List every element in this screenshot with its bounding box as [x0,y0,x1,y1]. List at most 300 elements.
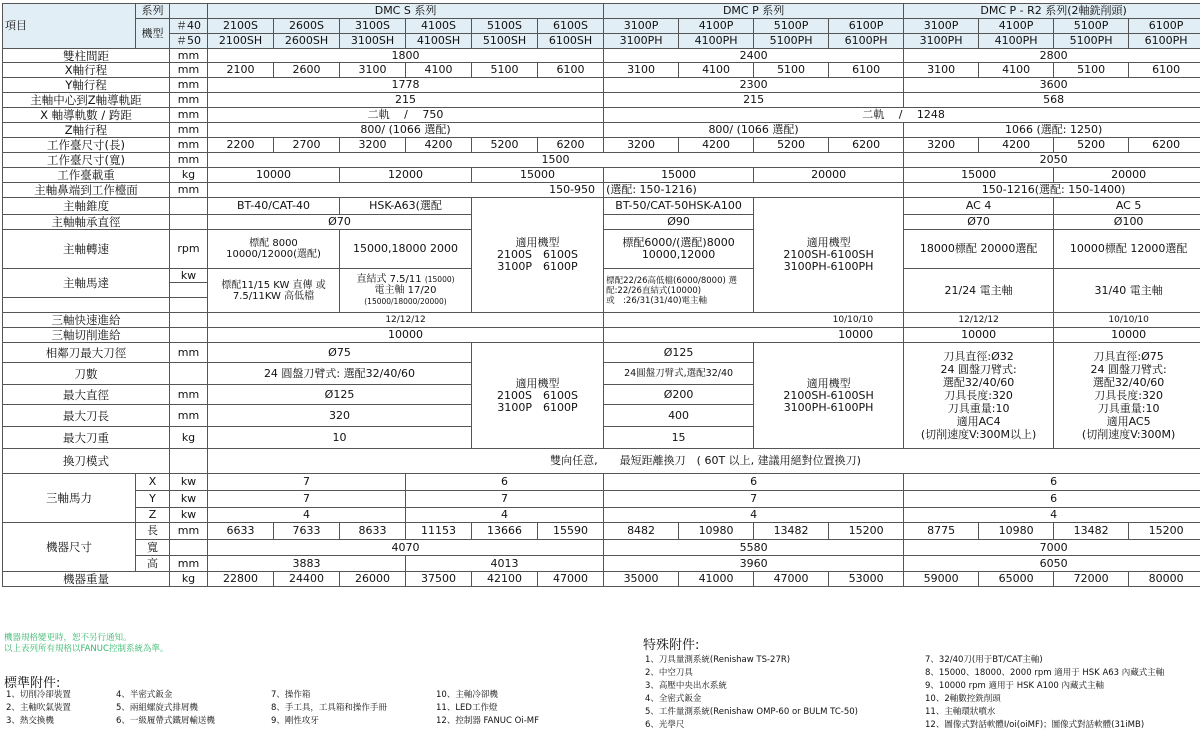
cell: 1500 [208,153,904,168]
row-label: 雙柱間距 [3,49,170,63]
cell: 2600S [274,19,340,34]
applicable-models-b2 [754,343,904,449]
cell: 21/24 電主軸 [904,269,1054,313]
cell: 4200 [679,138,754,153]
cell: 5100PH [754,34,829,49]
unit: rpm [170,230,208,269]
axis-label: Z [136,508,170,523]
unit-blank [170,198,208,215]
cell: Ø70 [208,215,472,230]
cell: 80000 [1129,572,1200,587]
cell: 4100PH [979,34,1054,49]
cell: 6100P [1129,19,1200,34]
cell: 11153 [406,523,472,540]
r2-tool-spec-a [904,343,1054,449]
cell: 6633 [208,523,274,540]
cell: 6 [904,474,1200,491]
list-item: 10、主軸冷卻機 [436,690,498,700]
cell: 6100 [538,63,604,78]
unit-blank [170,313,208,328]
cell: 12000 [340,168,472,183]
cell: 7 [208,474,406,491]
r2-line: 24 圓盤刀臂式: [940,363,1017,376]
applicable-title: 適用機型 [806,376,851,390]
axis-label: Y [136,491,170,508]
cell: 7 [208,491,406,508]
unit: mm [170,556,208,572]
list-item: 6、光學尺 [645,720,685,730]
cell: 4 [904,508,1200,523]
group-p: DMC P 系列 [604,4,904,19]
r2-line: 選配32/40/60 [1092,376,1165,389]
special-title: 特殊附件: [643,638,700,653]
unit-blank [170,328,208,343]
cell: 2600 [274,63,340,78]
cell: 15 [604,427,754,449]
list-item: 5、工件量測系統(Renishaw OMP-60 or BULM TC-50) [645,707,859,717]
cell: 15000 [904,168,1054,183]
label-blank [3,298,170,313]
cell: BT-50/CAT-50HSK-A100 [604,198,754,215]
cell: 42100 [472,572,538,587]
unit: mm [170,523,208,540]
unit-blank [170,298,208,313]
list-item: 4、半密式鈑金 [116,690,173,700]
cell: 4 [604,508,904,523]
cell: 15200 [829,523,904,540]
list-item: 11、LED工作燈 [436,703,498,713]
cell: 3100 [904,63,979,78]
r2-line: 適用AC5 [1106,415,1151,428]
axis-label: X [136,474,170,491]
list-item: 1、切削冷卻裝置 [6,690,71,700]
footnote: 以上表列所有規格以FANUC控制系統為準。 [4,643,169,654]
unit: mm [170,385,208,405]
row-label: X 軸導軌數 / 跨距 [3,108,170,123]
cell: 3100P [604,19,679,34]
cell: 10000 [208,328,604,343]
row-label: 主軸轉速 [3,230,170,269]
cell: 7633 [274,523,340,540]
dim-label: 長 [136,523,170,540]
head-50: ＃50 [170,34,208,49]
cell: 5100 [1054,63,1129,78]
row-label: 三軸切削進給 [3,328,170,343]
cell: 10/10/10 [604,313,904,328]
applicable-title: 適用機型 [515,376,560,390]
cell: 5200 [472,138,538,153]
list-item: 8、15000、18000、2000 rpm 適用于 HSK A63 內藏式主軸 [925,668,1165,678]
row-label: 三軸快速進給 [3,313,170,328]
cell: AC 5 [1054,198,1200,215]
cell: 標配22/26高低檔(6000/8000) 選配:22/26直結式(10000) 或 :26/31(31/40)電主軸 [604,269,754,313]
list-item: 2、中空刀具 [645,668,693,678]
cell-spindle-motor-s2 [340,269,472,313]
cell: 53000 [829,572,904,587]
unit-blank [170,449,208,474]
cell: 3200 [904,138,979,153]
cell: 7000 [904,540,1200,556]
unit: mm [170,63,208,78]
standard-title: 標準附件: [4,676,61,691]
cell: 6100SH [538,34,604,49]
cell: 1066 (選配: 1250) [904,123,1200,138]
list-item: 12、控制器 FANUC Oi-MF [436,716,540,726]
applicable-line: 3100P 6100P [497,400,578,414]
cell: 2600SH [274,34,340,49]
cell: 5100 [754,63,829,78]
r2-line: 刀具直徑:Ø75 [1093,350,1164,363]
applicable-title: 適用機型 [515,236,560,249]
cell: 3600 [904,78,1200,93]
cell: 6 [904,491,1200,508]
cell: 4100 [979,63,1054,78]
unit: mm [170,108,208,123]
corner-model: 機型 [136,19,170,49]
cell: 二軌 / 750 [208,108,604,123]
list-item: 3、高壓中央出水系統 [645,681,727,691]
row-label: 相鄰刀最大刀徑 [3,343,170,363]
cell: 2300 [604,78,904,93]
cell: 13482 [754,523,829,540]
list-item: 9、10000 rpm 適用于 HSK A100 內藏式主軸 [925,681,1105,691]
cell: 3100S [340,19,406,34]
dim-label: 高 [136,556,170,572]
applicable-line: 2100SH-6100SH [783,248,874,261]
cell: 6200 [1129,138,1200,153]
cell: 標配6000/(選配)8000 10000,12000 [604,230,754,269]
cell: 2800 [904,49,1200,63]
r2-line: 刀具重量:10 [1097,402,1160,415]
cell: 24圓盤刀臂式,選配32/40 [604,363,754,385]
cell: 24400 [274,572,340,587]
cell: 6100S [538,19,604,34]
cell: 6100 [829,63,904,78]
cell: 7 [406,491,604,508]
row-label: Z軸行程 [3,123,170,138]
footnotes [4,633,168,654]
cell: 47000 [538,572,604,587]
cell: 568 [904,93,1200,108]
cell: 8775 [904,523,979,540]
r2-line: 24 圓盤刀臂式: [1090,363,1167,376]
cell: 3100PH [604,34,679,49]
cell: 二軌 / 1248 [604,108,1200,123]
cell: 47000 [754,572,829,587]
row-label: 機器尺寸 [3,523,136,572]
head-40: ＃40 [170,19,208,34]
applicable-line: 3100PH-6100PH [783,400,874,414]
unit: kw [170,491,208,508]
cell: 4200 [406,138,472,153]
list-item: 3、熱交換機 [6,716,54,726]
cell: 215 [208,93,604,108]
cell: 400 [604,405,754,427]
unit: kw [170,474,208,491]
applicable-line: 2100SH-6100SH [783,388,874,402]
cell: 4 [208,508,406,523]
unit: mm [170,49,208,63]
cell: 5200 [754,138,829,153]
cell: 3100PH [904,34,979,49]
cell-text: (15000) [424,275,455,284]
r2-line: 刀具重量:10 [947,402,1010,415]
cell: 5100S [472,19,538,34]
cell: 150-950 [208,183,604,198]
cell: 6100P [829,19,904,34]
unit: mm [170,183,208,198]
cell: 10000 [904,328,1054,343]
r2-tool-spec-b [1054,343,1200,449]
list-item: 7、32/40刀(用于BT/CAT主軸) [925,655,1043,665]
cell: 6 [604,474,904,491]
cell: 2100SH [208,34,274,49]
cell: 15000,18000 2000 [340,230,472,269]
cell: 標配11/15 KW 直傳 或7.5/11KW 高低檔 [208,269,340,313]
r2-line: (切削速度V:300M) [1081,428,1176,441]
unit-blank [170,363,208,385]
unit: kg [170,572,208,587]
cell: 3200 [340,138,406,153]
cell: 6 [406,474,604,491]
cell: 3100P [904,19,979,34]
cell: 6100 [1129,63,1200,78]
cell: Ø100 [1054,215,1200,230]
cell: 18000標配 20000選配 [904,230,1054,269]
cell: 4100S [406,19,472,34]
cell: 8633 [340,523,406,540]
list-item: 12、圖像式對話軟體I/oi(oiMF)；圖像式對話軟體(31iMB) [925,720,1145,730]
r2-line: (切削速度V:300M以上) [920,428,1037,441]
cell: 5100SH [472,34,538,49]
cell: 10/10/10 [1054,313,1200,328]
unit: kg [170,168,208,183]
corner-item: 項目 [3,4,136,49]
group-pr2: DMC P - R2 系列(2軸銑削頭) [904,4,1200,19]
unit-blank [170,283,208,298]
row-label: 換刀模式 [3,449,170,474]
cell: 35000 [604,572,679,587]
cell: 20000 [754,168,904,183]
group-s: DMC S 系列 [208,4,604,19]
cell: 72000 [1054,572,1129,587]
cell: 5100 [472,63,538,78]
cell: 6200 [538,138,604,153]
unit: mm [170,93,208,108]
cell: Ø75 [208,343,472,363]
cell: Ø70 [904,215,1054,230]
list-item: 4、全密式鈑金 [645,694,702,704]
cell: 4200 [979,138,1054,153]
unit: mm [170,78,208,93]
unit-blank [170,215,208,230]
cell: 150-1216(選配: 150-1400) [904,183,1200,198]
cell: 6200 [829,138,904,153]
unit: mm [170,153,208,168]
row-label: 主軸錐度 [3,198,170,215]
cell: (選配: 150-1216) [604,183,904,198]
cell: 10000標配 12000選配 [1054,230,1200,269]
cell: 2100 [208,63,274,78]
cell: 15000 [604,168,754,183]
cell: 12/12/12 [208,313,604,328]
applicable-models-b [754,198,904,313]
cell: 5580 [604,540,904,556]
row-label: 機器重量 [3,572,170,587]
unit: kw [170,269,208,283]
cell: 24 圓盤刀臂式: 選配32/40/60 [208,363,472,385]
cell: 59000 [904,572,979,587]
row-label: 主軸中心到Z軸導軌距 [3,93,170,108]
applicable-models-a2 [472,343,604,449]
cell: 1800 [208,49,604,63]
spec-table [2,3,1200,587]
cell: 2200 [208,138,274,153]
dim-label: 寬 [136,540,170,556]
list-item: 2、主軸吹氣裝置 [6,703,71,713]
cell: 37500 [406,572,472,587]
cell: BT-40/CAT-40 [208,198,340,215]
cell: 2700 [274,138,340,153]
cell: 41000 [679,572,754,587]
cell-text: (15000/18000/20000) [364,297,447,306]
applicable-models-a [472,198,604,313]
cell: 10000 [208,168,340,183]
unit: mm [170,123,208,138]
cell: 65000 [979,572,1054,587]
cell: 800/ (1066 選配) [208,123,604,138]
row-label: 工作臺尺寸(長) [3,138,170,153]
row-label: 主軸軸承直徑 [3,215,170,230]
cell-text: 電主軸 17/20 [374,285,437,296]
cell: Ø125 [604,343,754,363]
row-label: 工作臺載重 [3,168,170,183]
cell: Ø125 [208,385,472,405]
cell: 4013 [406,556,604,572]
cell: 22800 [208,572,274,587]
row-label: 最大刀重 [3,427,170,449]
cell: 3100 [604,63,679,78]
unit-blank [170,540,208,556]
header-blank [170,4,208,19]
cell: 320 [208,405,472,427]
cell: 8482 [604,523,679,540]
cell: 13666 [472,523,538,540]
cell: 6050 [904,556,1200,572]
cell: 10980 [679,523,754,540]
cell: 6100PH [1129,34,1200,49]
row-label: 主軸馬達 [3,269,170,298]
applicable-title: 適用機型 [806,236,851,249]
cell: 4 [406,508,604,523]
list-item: 9、剛性攻牙 [271,716,319,726]
row-label: 工作臺尺寸(寬) [3,153,170,168]
cell: 2050 [904,153,1200,168]
cell: 3883 [208,556,406,572]
applicable-line: 3100P 6100P [497,260,578,273]
cell-text: 直結式 7.5/11 [356,274,422,285]
applicable-line: 2100S 6100S [497,248,578,261]
cell: 15590 [538,523,604,540]
cell: 3960 [604,556,904,572]
row-label: 最大直徑 [3,385,170,405]
cell: AC 4 [904,198,1054,215]
cell: 10000 [1054,328,1200,343]
cell: 6100PH [829,34,904,49]
cell: 4100P [679,19,754,34]
cell: 2100S [208,19,274,34]
unit: kw [170,508,208,523]
row-label: 主軸鼻端到工作檯面 [3,183,170,198]
cell: 7 [604,491,904,508]
cell: 4100SH [406,34,472,49]
cell: Ø90 [604,215,754,230]
cell: 10000 [604,328,904,343]
cell: 4100 [406,63,472,78]
cell: 3200 [604,138,679,153]
cell: 13482 [1054,523,1129,540]
unit: mm [170,405,208,427]
cell: 4100 [679,63,754,78]
list-item: 7、操作箱 [271,690,311,700]
r2-line: 適用AC4 [956,415,1001,428]
cell: 3100SH [340,34,406,49]
cell: 4100P [979,19,1054,34]
r2-line: 刀具長度:320 [1094,389,1163,402]
unit: kg [170,427,208,449]
cell: 5100PH [1054,34,1129,49]
cell: 26000 [340,572,406,587]
cell: 5200 [1054,138,1129,153]
cell: 4070 [208,540,604,556]
cell: 215 [604,93,904,108]
cell: 5100P [754,19,829,34]
applicable-line: 2100S 6100S [497,388,578,402]
cell: Ø200 [604,385,754,405]
unit: mm [170,343,208,363]
row-label: X軸行程 [3,63,170,78]
cell: 31/40 電主軸 [1054,269,1200,313]
corner-series: 系列 [136,4,170,19]
cell: 800/ (1066 選配) [604,123,904,138]
list-item: 8、手工具，工具箱和操作手冊 [271,703,387,713]
row-label: Y軸行程 [3,78,170,93]
list-item: 1、刀具量測系統(Renishaw TS-27R) [645,655,791,665]
unit: mm [170,138,208,153]
list-item: 5、兩組螺旋式排屑機 [116,703,198,713]
cell: 15000 [472,168,604,183]
r2-line: 選配32/40/60 [942,376,1015,389]
cell: 2400 [604,49,904,63]
list-item: 10、2軸數控銑削頭 [925,694,1001,704]
list-item: 11、主軸環狀噴水 [925,707,996,717]
cell: 1778 [208,78,604,93]
footnote: 機器規格變更時，恕不另行通知。 [4,633,132,643]
r2-line: 刀具直徑:Ø32 [943,350,1014,363]
cell: 15200 [1129,523,1200,540]
cell: 10980 [979,523,1054,540]
row-label: 三軸馬力 [3,474,136,523]
cell: 20000 [1054,168,1200,183]
cell: 5100P [1054,19,1129,34]
cell: 標配 8000 10000/12000(選配) [208,230,340,269]
cell: 12/12/12 [904,313,1054,328]
list-item: 6、一級履帶式鐵屑輸送機 [116,716,215,726]
row-label: 刀數 [3,363,170,385]
row-label: 最大刀長 [3,405,170,427]
cell: HSK-A63(選配 [340,198,472,215]
cell: 10 [208,427,472,449]
